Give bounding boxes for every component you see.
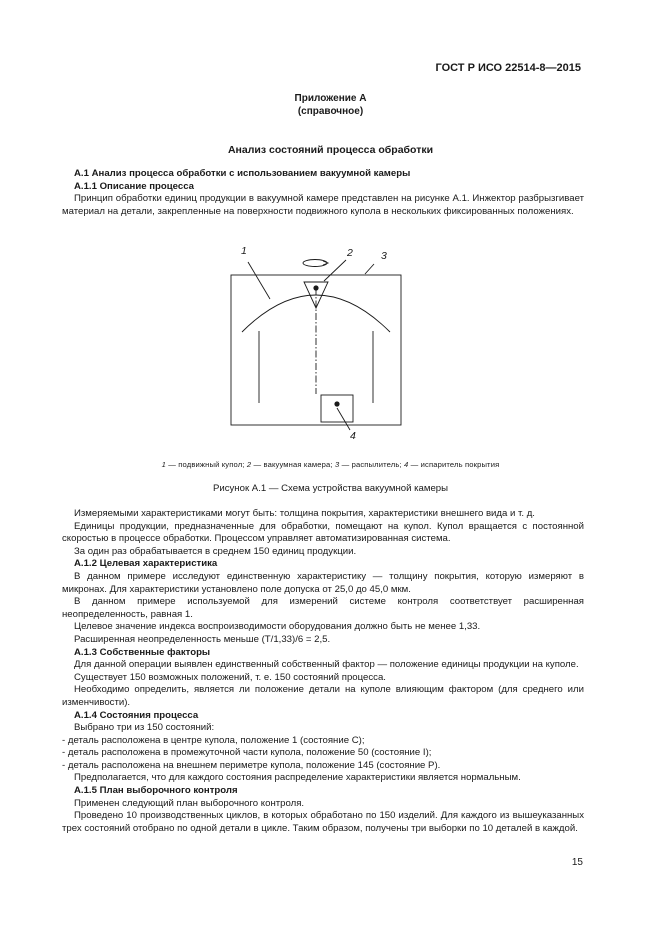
paragraph: Проведено 10 производственных циклов, в которых обработано по 150 изделий. Для каждого из вышеуказанных трех состояний отобрано по одной детали в цикле. Таким образом, получены три выборки по 10 деталей в каждой.	[62, 810, 584, 834]
leader-line-4	[337, 408, 350, 430]
paragraph: Расширенная неопределенность меньше (T/1,33)/6 = 2,5.	[74, 633, 331, 645]
injector-dot	[313, 285, 318, 290]
heading-a1-2: А.1.2 Целевая характеристика	[74, 558, 218, 570]
heading-a1-3: А.1.3 Собственные факторы	[74, 646, 211, 658]
figure-label-3: 3	[381, 250, 387, 262]
heading-a1-5: А.1.5 План выборочного контроля	[74, 785, 238, 797]
heading-a1-4: А.1.4 Состояния процесса	[74, 709, 199, 721]
paragraph: В данном примере используемой для измерений системе контроля соответствует расширенная неопределенность, равная 1.	[62, 596, 584, 620]
figure-label-1: 1	[241, 245, 247, 257]
vacuum-chamber-diagram	[220, 236, 420, 456]
leader-line-1	[248, 262, 270, 299]
body-text-block	[62, 508, 584, 835]
appendix-subtitle: (справочное)	[297, 106, 364, 117]
paragraph: Существует 150 возможных положений, т. е. 150 состояний процесса.	[74, 671, 386, 683]
list-item: - деталь расположена на внешнем периметре купола, положение 145 (состояние Р).	[62, 759, 441, 771]
paragraph: Измеряемыми характеристиками могут быть: толщина покрытия, характеристики внешнего вида и т. д.	[74, 508, 535, 519]
paragraph: Для данной операции выявлен единственный собственный фактор — положение единицы продукции на куполе.	[74, 659, 579, 671]
figure-label-2: 2	[347, 247, 353, 259]
heading-a1-1: А.1.1 Описание процесса	[74, 180, 194, 192]
paragraph: Единицы продукции, предназначенные для обработки, помещают на купол. Купол вращается с постоянной скоростью в процессе обработки. Процессом управляет автоматизированная система.	[62, 520, 584, 545]
appendix-title: Приложение А	[294, 93, 367, 104]
list-item: - деталь расположена в промежуточной части купола, положение 50 (состояние I);	[62, 747, 432, 759]
evaporator-dot	[334, 401, 339, 406]
figure-label-4: 4	[350, 430, 356, 442]
figure-legend: 1 — подвижный купол; 2 — вакуумная камера; 3 — распылитель; 4 — испаритель покрытия	[161, 460, 500, 469]
standard-designation: ГОСТ Р ИСО 22514-8—2015	[435, 62, 581, 74]
page-number: 15	[571, 857, 583, 868]
paragraph: В данном примере исследуют единственную характеристику — толщину покрытия, которую измеряют в микронах. Для характеристики установлено поле допуска от 25,0 до 45,0 мкм.	[62, 570, 584, 595]
paragraph: Предполагается, что для каждого состояния распределение характеристики является нормальным.	[74, 772, 521, 784]
paragraph: За один раз обрабатывается в среднем 150 единиц продукции.	[74, 545, 357, 557]
section-a1-block	[62, 168, 584, 218]
paragraph: Применен следующий план выборочного контроля.	[74, 797, 305, 809]
paragraph: Необходимо определить, является ли положение детали на куполе влияющим фактором (для среднего или изменчивости).	[62, 684, 584, 708]
list-item: - деталь расположена в центре купола, положение 1 (состояние С);	[62, 734, 365, 746]
rotation-arrow-icon	[303, 260, 327, 267]
paragraph-process-description: Принцип обработки единиц продукции в вакуумной камере представлен на рисунке А.1. Инжектор разбрызгивает материал на детали, закрепленные на поверхности подвижного купола в нескольких фиксированных положениях.	[62, 193, 584, 217]
main-title: Анализ состояний процесса обработки	[227, 144, 434, 156]
paragraph: Целевое значение индекса воспроизводимости оборудования должно быть не менее 1,33.	[74, 621, 481, 633]
paragraph: Выбрано три из 150 состояний:	[74, 722, 215, 734]
figure-caption: Рисунок А.1 — Схема устройства вакуумной камеры	[212, 483, 449, 494]
appendix-heading	[0, 92, 661, 118]
leader-line-3	[365, 264, 374, 274]
heading-a1: А.1 Анализ процесса обработки с использованием вакуумной камеры	[74, 168, 411, 179]
